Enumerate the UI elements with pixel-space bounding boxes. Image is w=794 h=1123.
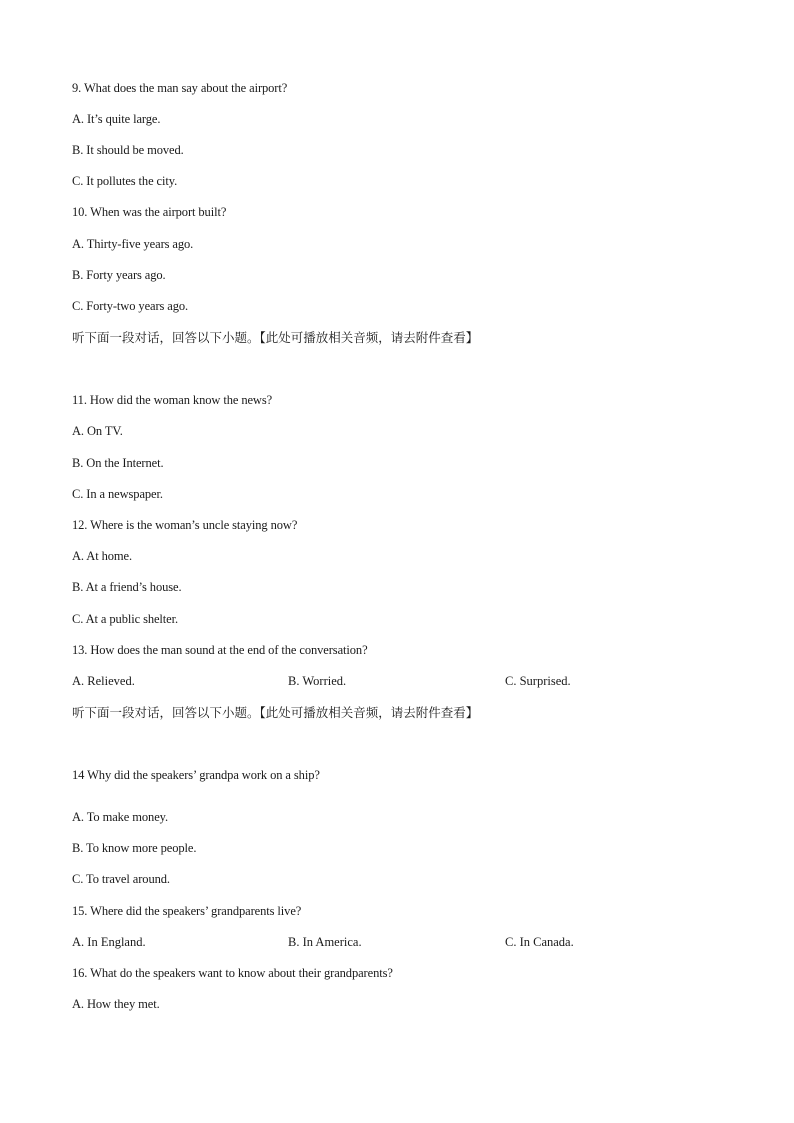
question-12-option-b: B. At a friend’s house.: [72, 580, 182, 594]
question-9-option-c: C. It pollutes the city.: [72, 174, 178, 188]
question-14-option-a: A. To make money.: [72, 810, 169, 824]
question-12: 12. Where is the woman’s uncle staying now?: [72, 518, 298, 532]
question-15-option-a: A. In England.: [72, 935, 146, 949]
question-11: 11. How did the woman know the news?: [72, 393, 273, 407]
question-15: 15. Where did the speakers’ grandparents live?: [72, 904, 302, 918]
question-16: 16. What do the speakers want to know about their grandparents?: [72, 966, 393, 980]
question-13-option-c: C. Surprised.: [505, 674, 571, 688]
question-9: 9. What does the man say about the airport?: [72, 81, 288, 95]
question-15-option-b: B. In America.: [288, 935, 362, 949]
question-13-option-b: B. Worried.: [288, 674, 347, 688]
question-9-option-b: B. It should be moved.: [72, 143, 184, 157]
question-9-option-a: A. It’s quite large.: [72, 112, 161, 126]
question-12-option-a: A. At home.: [72, 549, 133, 563]
audio-instruction: 听下面一段对话，回答以下小题。【此处可播放相关音频，请去附件查看】: [72, 330, 479, 345]
question-11-option-c: C. In a newspaper.: [72, 487, 163, 501]
question-11-option-b: B. On the Internet.: [72, 456, 164, 470]
question-16-option-a: A. How they met.: [72, 997, 160, 1011]
question-10-option-c: C. Forty-two years ago.: [72, 299, 189, 313]
question-10: 10. When was the airport built?: [72, 205, 227, 219]
question-10-option-b: B. Forty years ago.: [72, 268, 166, 282]
audio-instruction: 听下面一段对话，回答以下小题。【此处可播放相关音频，请去附件查看】: [72, 705, 479, 720]
question-13-options-row: [72, 673, 632, 689]
question-14-option-b: B. To know more people.: [72, 841, 197, 855]
question-14-option-c: C. To travel around.: [72, 872, 170, 886]
question-15-options-row: [72, 934, 632, 950]
question-12-option-c: C. At a public shelter.: [72, 612, 179, 626]
question-10-option-a: A. Thirty-five years ago.: [72, 237, 194, 251]
question-13: 13. How does the man sound at the end of the conversation?: [72, 643, 368, 657]
question-14: 14 Why did the speakers’ grandpa work on a ship?: [72, 768, 320, 782]
question-11-option-a: A. On TV.: [72, 424, 123, 438]
question-13-option-a: A. Relieved.: [72, 674, 135, 688]
question-15-option-c: C. In Canada.: [505, 935, 574, 949]
